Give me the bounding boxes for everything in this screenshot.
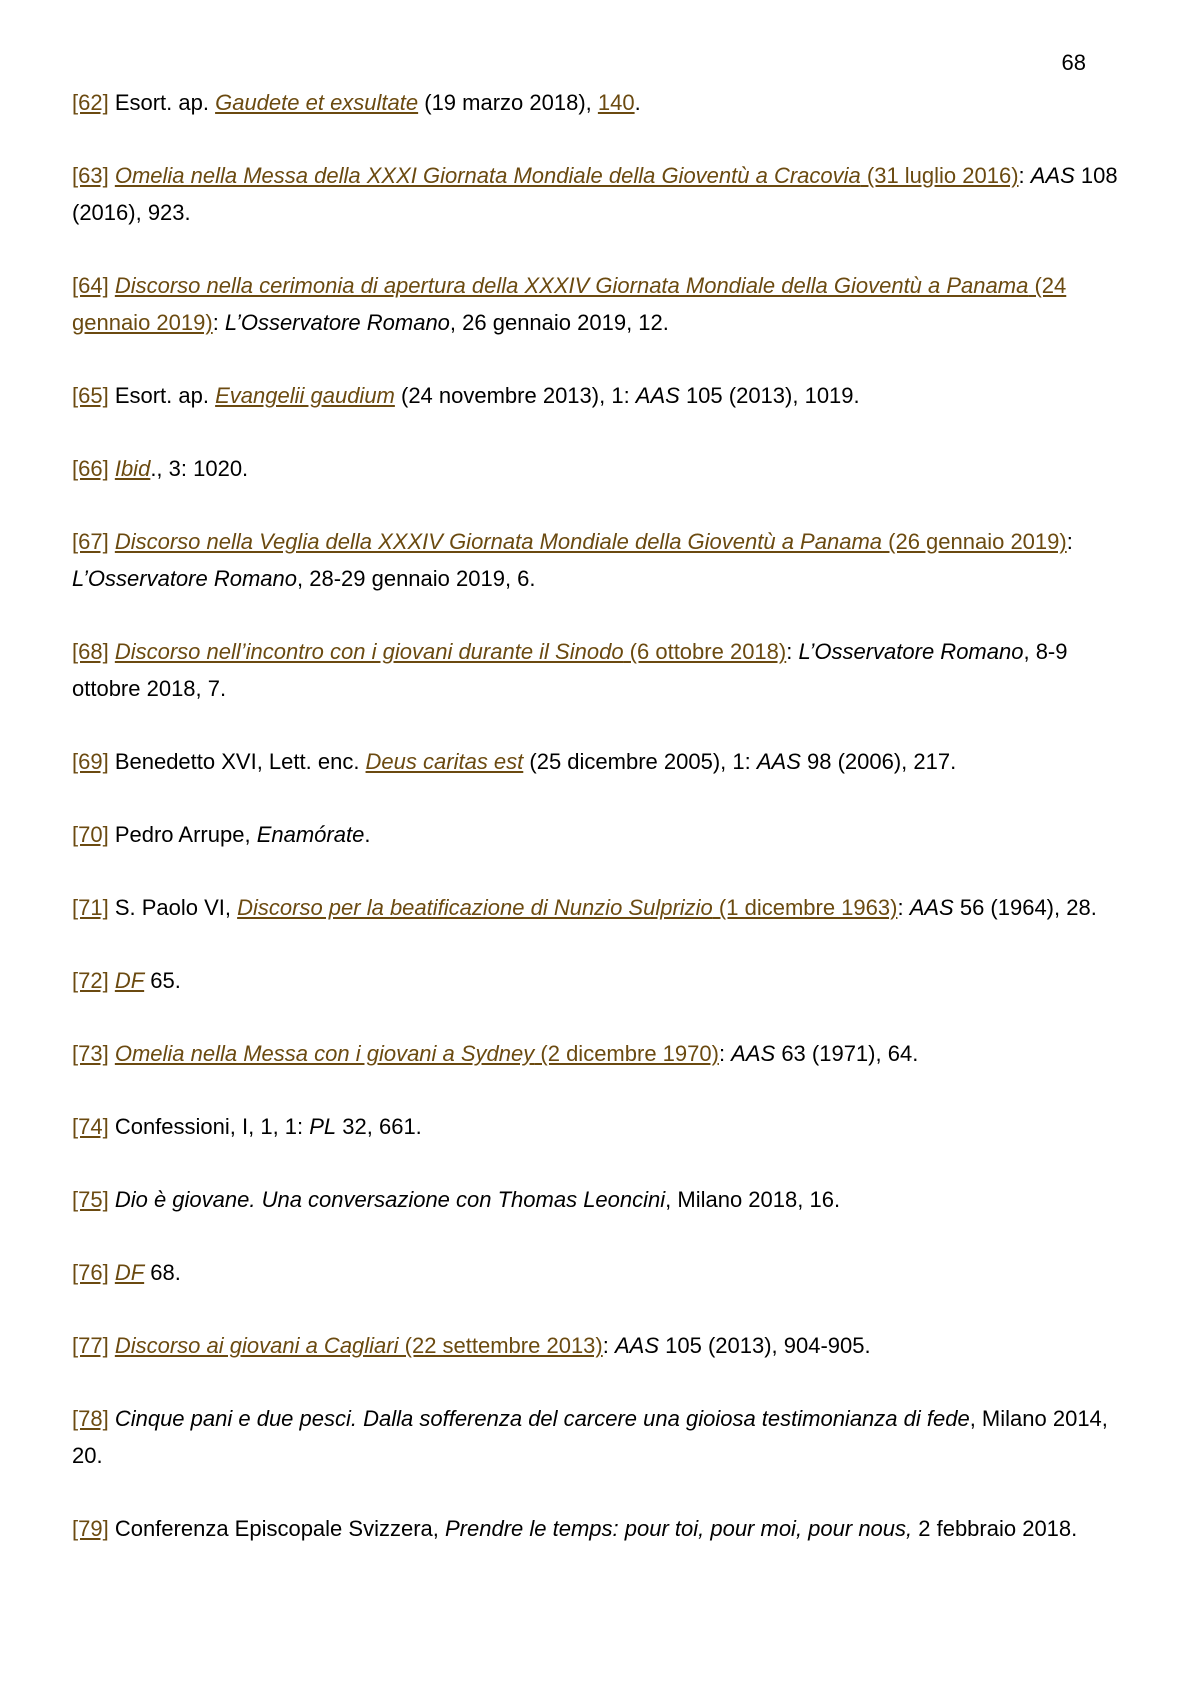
- citation-link[interactable]: (24 gennaio 2019): [72, 273, 1067, 335]
- note-text: 105 (2013), 904-905.: [659, 1333, 871, 1358]
- footnote: [72, 633, 1132, 707]
- citation-link[interactable]: Gaudete et exsultate: [215, 90, 419, 115]
- italic-text: AAS: [614, 1333, 660, 1358]
- citation-link[interactable]: Discorso nell’incontro con i giovani durante il Sinodo: [114, 639, 624, 664]
- italic-text: L’Osservatore Romano: [72, 566, 297, 591]
- note-text: :: [786, 639, 799, 664]
- note-text: Benedetto XVI, Lett. enc.: [108, 749, 366, 774]
- citation-link[interactable]: Evangelii gaudium: [215, 383, 395, 408]
- footnote-ref-link[interactable]: [77]: [72, 1333, 109, 1358]
- footnote: [72, 84, 1132, 121]
- footnote: [72, 1035, 1132, 1072]
- italic-text: Cinque pani e due pesci. Dalla sofferenza del carcere una gioiosa testimonianza di fede: [114, 1406, 970, 1431]
- footnote: [72, 523, 1132, 597]
- footnote-ref-link[interactable]: [64]: [72, 273, 109, 298]
- note-text: :: [212, 310, 225, 335]
- note-text: .: [364, 822, 371, 847]
- footnote: [72, 743, 1132, 780]
- footnote: [72, 1327, 1132, 1364]
- citation-link[interactable]: DF: [114, 968, 145, 993]
- footnote-ref-link[interactable]: [68]: [72, 639, 109, 664]
- citation-link[interactable]: (2 dicembre 1970): [534, 1041, 719, 1066]
- note-text: , 8-9 ottobre 2018, 7.: [72, 639, 1068, 701]
- italic-text: AAS: [731, 1041, 776, 1066]
- note-text: :: [602, 1333, 615, 1358]
- italic-text: Dio è giovane. Una conversazione con Thomas Leoncini: [114, 1187, 666, 1212]
- footnote: [72, 1254, 1132, 1291]
- italic-text: Enamórate: [256, 822, 365, 847]
- note-text: (25 dicembre 2005), 1:: [523, 749, 757, 774]
- citation-link[interactable]: Omelia nella Messa con i giovani a Sydney: [114, 1041, 535, 1066]
- footnote: [72, 1108, 1132, 1145]
- citation-link[interactable]: (1 dicembre 1963): [712, 895, 898, 920]
- note-text: Conferenza Episcopale Svizzera,: [108, 1516, 445, 1541]
- citation-link[interactable]: (31 luglio 2016): [860, 163, 1019, 188]
- footnote: [72, 450, 1132, 487]
- note-text: 98 (2006), 217.: [800, 749, 957, 774]
- footnote-ref-link[interactable]: [78]: [72, 1406, 109, 1431]
- footnote: [72, 962, 1132, 999]
- footnote: [72, 1181, 1132, 1218]
- footnote-ref-link[interactable]: [63]: [72, 163, 109, 188]
- footnote-ref-link[interactable]: [71]: [72, 895, 109, 920]
- citation-link[interactable]: Discorso nella cerimonia di apertura della XXXIV Giornata Mondiale della Gioventù a Panama: [114, 273, 1029, 298]
- italic-text: Prendre le temps: pour toi, pour moi, pour nous,: [445, 1516, 913, 1541]
- page-number: 68: [1061, 50, 1086, 75]
- note-text: ., 3: 1020.: [150, 456, 249, 481]
- note-text: 32, 661.: [336, 1114, 422, 1139]
- footnote-ref-link[interactable]: [72]: [72, 968, 109, 993]
- note-text: 68.: [144, 1260, 181, 1285]
- italic-text: AAS: [1030, 163, 1075, 188]
- footnote-ref-link[interactable]: [62]: [72, 90, 109, 115]
- footnote: [72, 816, 1132, 853]
- citation-link[interactable]: (6 ottobre 2018): [623, 639, 787, 664]
- note-text: 105 (2013), 1019.: [679, 383, 860, 408]
- citation-link[interactable]: Ibid: [114, 456, 151, 481]
- note-text: (19 marzo 2018),: [418, 90, 598, 115]
- citation-link[interactable]: Discorso ai giovani a Cagliari: [114, 1333, 399, 1358]
- footnote: [72, 1510, 1132, 1547]
- note-text: Esort. ap.: [108, 90, 216, 115]
- note-text: , Milano 2014, 20.: [72, 1406, 1108, 1468]
- citation-link[interactable]: Omelia nella Messa della XXXI Giornata Mondiale della Gioventù a Cracovia: [114, 163, 861, 188]
- footnote-ref-link[interactable]: [69]: [72, 749, 109, 774]
- citation-link[interactable]: (22 settembre 2013): [398, 1333, 603, 1358]
- footnotes-list: [72, 84, 1132, 1583]
- footnote-ref-link[interactable]: [65]: [72, 383, 109, 408]
- note-text: :: [1018, 163, 1031, 188]
- italic-text: AAS: [635, 383, 680, 408]
- footnote-ref-link[interactable]: [66]: [72, 456, 109, 481]
- footnote-ref-link[interactable]: [73]: [72, 1041, 109, 1066]
- footnote: [72, 889, 1132, 926]
- note-text: , 28-29 gennaio 2019, 6.: [297, 566, 536, 591]
- note-text: 108 (2016), 923.: [72, 163, 1118, 225]
- citation-link[interactable]: Deus caritas est: [365, 749, 524, 774]
- note-text: Esort. ap.: [108, 383, 216, 408]
- note-text: (24 novembre 2013), 1:: [394, 383, 636, 408]
- footnote-ref-link[interactable]: [74]: [72, 1114, 109, 1139]
- footnote: [72, 267, 1132, 341]
- italic-text: L’Osservatore Romano: [798, 639, 1024, 664]
- note-text: 63 (1971), 64.: [775, 1041, 919, 1066]
- note-text: S. Paolo VI,: [108, 895, 238, 920]
- note-text: Pedro Arrupe,: [108, 822, 257, 847]
- note-text: :: [897, 895, 910, 920]
- note-text: :: [718, 1041, 732, 1066]
- note-text: , Milano 2018, 16.: [665, 1187, 841, 1212]
- footnote-ref-link[interactable]: [70]: [72, 822, 109, 847]
- footnote: [72, 157, 1132, 231]
- citation-link[interactable]: Discorso nella Veglia della XXXIV Giornata Mondiale della Gioventù a Panama: [114, 529, 883, 554]
- note-text: 65.: [144, 968, 181, 993]
- footnote: [72, 377, 1132, 414]
- footnote-ref-link[interactable]: [76]: [72, 1260, 109, 1285]
- note-text: , 26 gennaio 2019, 12.: [449, 310, 669, 335]
- footnote-ref-link[interactable]: [79]: [72, 1516, 109, 1541]
- italic-text: L’Osservatore Romano: [224, 310, 450, 335]
- italic-text: AAS: [756, 749, 801, 774]
- footnote: [72, 1400, 1132, 1474]
- citation-link[interactable]: (26 gennaio 2019): [882, 529, 1067, 554]
- note-text: .: [634, 90, 641, 115]
- italic-text: AAS: [909, 895, 954, 920]
- citation-link[interactable]: DF: [114, 1260, 145, 1285]
- footnote-ref-link[interactable]: [67]: [72, 529, 109, 554]
- note-text: 2 febbraio 2018.: [912, 1516, 1078, 1541]
- italic-text: PL: [309, 1114, 337, 1139]
- note-text: :: [1066, 529, 1073, 554]
- note-text: 56 (1964), 28.: [953, 895, 1097, 920]
- citation-link[interactable]: 140: [597, 90, 635, 115]
- footnote-ref-link[interactable]: [75]: [72, 1187, 109, 1212]
- note-text: Confessioni, I, 1, 1:: [108, 1114, 310, 1139]
- citation-link[interactable]: Discorso per la beatificazione di Nunzio Sulprizio: [237, 895, 713, 920]
